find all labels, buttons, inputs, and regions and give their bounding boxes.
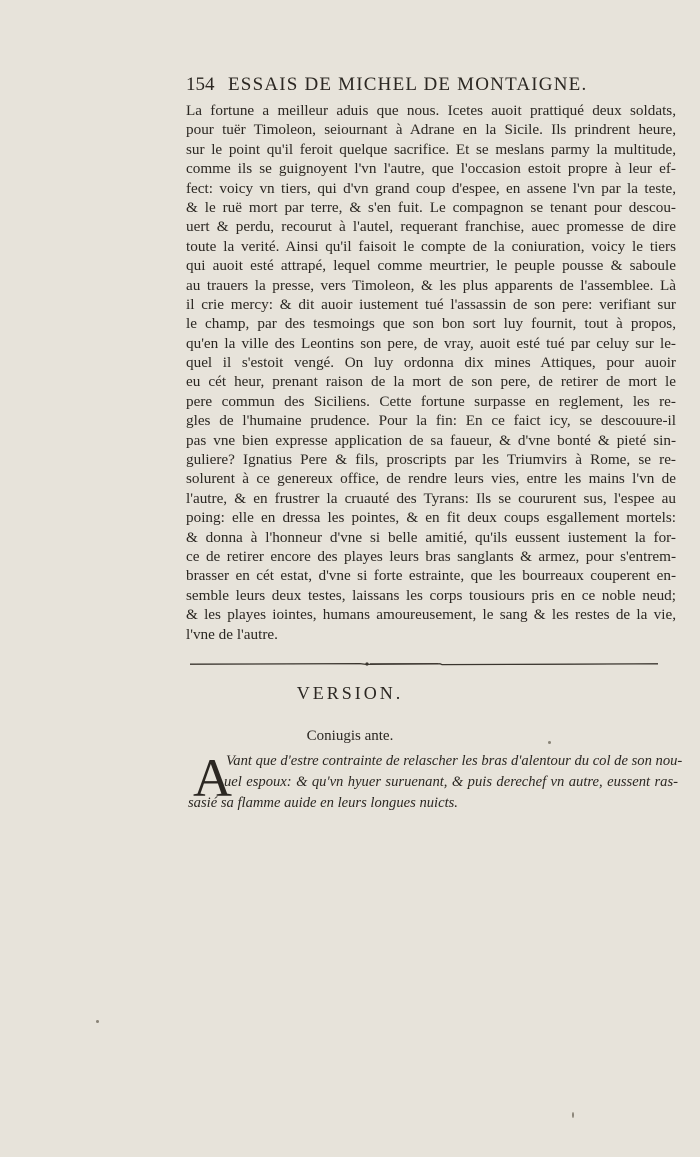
paper-speck (572, 1112, 574, 1118)
text-line: l'autre, & en frustrer la cruauté des Tyrans: Ils se coururent sus, l'espee au (186, 489, 676, 507)
text-line: toute la verité. Ainsi qu'il faisoit le compte de la coniuration, voicy le tiers (186, 237, 676, 255)
text-line: qui auoit esté attrapé, lequel comme meurtrier, le peuple pousse & saboule (186, 257, 676, 275)
text-line: solurent à ce genereux office, de rendre leurs vies, entre les mains l'vn de (186, 470, 676, 488)
body-text (186, 101, 676, 644)
section-divider-rule (190, 661, 658, 667)
verse-translation (188, 751, 683, 814)
text-line: poing: elle en dressa les pointes, & en fit deux coups esgallement mortels: (186, 509, 676, 527)
text-line: au trauers la presse, vers Timoleon, & les plus apparents de l'assemblee. Là (186, 276, 676, 294)
running-title: ESSAIS DE MICHEL DE MONTAIGNE. (228, 74, 588, 95)
text-line: & les playes iointes, humans amoureusement, le sang & les restes de la vie, (186, 606, 676, 624)
text-line: il crie mercy: & dit auoir iustement tué l'assassin de son pere: verifiant sur (186, 295, 676, 313)
text-line: comme ils se guignoyent l'vn l'autre, que l'occasion estoit propre à leur ef- (186, 160, 676, 178)
running-head (186, 74, 636, 98)
text-line: l'vne de l'autre. (186, 625, 278, 643)
text-line: sur le point qu'il feroit quelque sacrifice. Et se meslans parmy la multitude, (186, 140, 676, 158)
text-line: fect: voicy vn tiers, qui d'vn grand coup d'espee, en assene l'vn par la teste, (186, 179, 676, 197)
text-line: quel il s'estoit vengé. On luy ordonna dix mines Attiques, pour auoir (186, 354, 676, 372)
paper-speck (548, 741, 551, 744)
paper-speck (96, 1020, 99, 1023)
text-line: ce de retirer encore des playes leurs bras sanglants & armez, pour s'entrem- (186, 547, 676, 565)
text-line: eu cét heur, prenant raison de la mort de son pere, de retirer de mort le (186, 373, 676, 391)
verse-line: Vant que d'estre contrainte de relascher les bras d'alentour du col de son nou- (226, 753, 683, 769)
text-line: semble leurs deux testes, laissans les corps tousiours pris en ce noble neud; (186, 586, 676, 604)
text-line: pas vne bien expresse application de sa faueur, & d'vne bonté & pieté sin- (186, 431, 676, 449)
page-number: 154 (186, 74, 215, 95)
text-line: qu'en la ville des Leontins son pere, de vray, auoit esté tué par celuy sur le- (186, 334, 676, 352)
drop-cap: A (193, 748, 232, 808)
text-line: le champ, par des tesmoings que son bon sort luy fournit, tout à propos, (186, 315, 676, 333)
text-line: La fortune a meilleur aduis que nous. Icetes auoit prattiqué deux soldats, (186, 102, 676, 119)
text-line: guliere? Ignatius Pere & fils, proscripts par les Triumvirs à Rome, se re- (186, 451, 676, 469)
verse-line: uel espoux: & qu'vn hyuer suruenant, & puis derechef vn autre, eussent ras- (224, 774, 678, 790)
section-title: VERSION. (296, 683, 404, 703)
text-line: & le ruë mort par terre, & s'en fuit. Le compagnon se tenant pour descou- (186, 198, 676, 216)
text-line: pour tuër Timoleon, seiournant à Adrane en la Sicile. Ils prindrent heure, (186, 121, 676, 139)
section-subtitle: Coniugis ante. (306, 728, 394, 744)
text-line: uert & perdu, recourut à l'autel, requerant franchise, auec promesse de dire (186, 218, 676, 236)
text-line: & donna à l'honneur d'vne si belle amitié, qu'ils eussent iustement la for- (186, 528, 676, 546)
verse-line: sasié sa flamme auide en leurs longues nuicts. (188, 795, 458, 811)
text-line: pere commun des Siciliens. Cette fortune surpasse en reglement, les re- (186, 392, 676, 410)
text-line: gles de l'humaine prudence. Pour la fin: En ce faict icy, se descouure-il (186, 412, 676, 430)
text-line: brasser en cét estat, d'vne si forte estrainte, que les bourreaux couperent en- (186, 567, 676, 585)
